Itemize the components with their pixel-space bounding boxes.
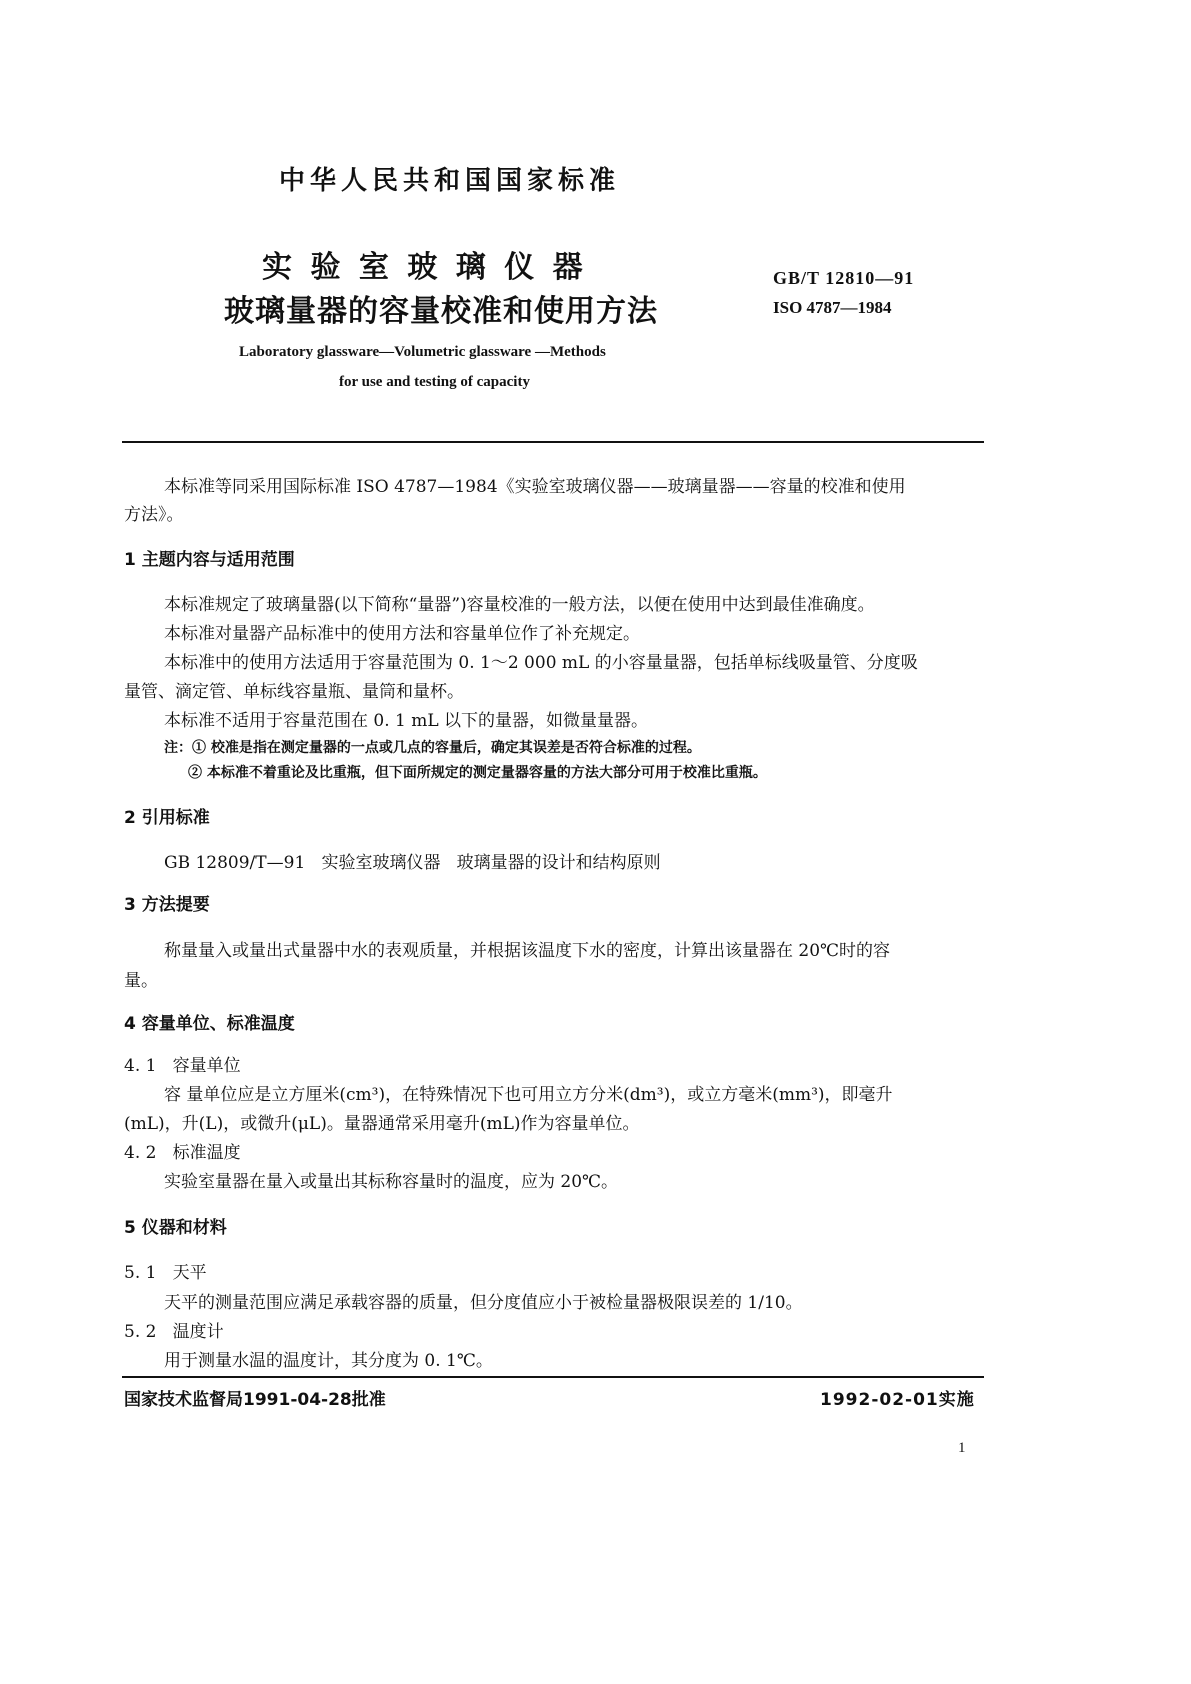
section4-heading: 4 容量单位、标准温度	[124, 1014, 295, 1034]
header-divider	[122, 441, 984, 443]
section4-1-line1: 容 量单位应是立方厘米(cm³)，在特殊情况下也可用立方分米(dm³)，或立方毫米(mm³)，即毫升	[164, 1085, 893, 1105]
section3-line2: 量。	[124, 971, 158, 991]
section3-line1: 称量量入或量出式量器中水的表观质量，并根据该温度下水的密度，计算出该量器在 20℃时的容	[164, 941, 891, 961]
english-title-line2: for use and testing of capacity	[339, 374, 530, 390]
footer-divider	[122, 1376, 984, 1378]
section4-2-title: 4. 2 标准温度	[124, 1143, 241, 1163]
section2-heading: 2 引用标准	[124, 808, 210, 828]
iso-code: ISO 4787—1984	[773, 298, 892, 317]
intro-line1: 本标准等同采用国际标准 ISO 4787—1984《实验室玻璃仪器——玻璃量器——容量的校准和使用	[164, 477, 906, 497]
section5-1-title: 5. 1 天平	[124, 1263, 207, 1283]
section1-p1: 本标准规定了玻璃量器(以下简称“量器”)容量校准的一般方法，以便在使用中达到最佳准确度。	[164, 595, 875, 615]
section1-p3-line2: 量管、滴定管、单标线容量瓶、量筒和量杯。	[124, 682, 464, 702]
section1-note1: 注：① 校准是指在测定量器的一点或几点的容量后，确定其误差是否符合标准的过程。	[164, 740, 701, 756]
section3-heading: 3 方法提要	[124, 895, 210, 915]
section5-2-text: 用于测量水温的温度计，其分度为 0. 1℃。	[164, 1351, 493, 1371]
section5-2-title: 5. 2 温度计	[124, 1322, 224, 1342]
implementation-date: 1992-02-01实施	[820, 1390, 975, 1410]
section1-p4: 本标准不适用于容量范围在 0. 1 mL 以下的量器，如微量量器。	[164, 711, 649, 731]
intro-line2: 方法》。	[124, 505, 184, 525]
section4-2-text: 实验室量器在量入或量出其标称容量时的温度，应为 20℃。	[164, 1172, 619, 1192]
approval-date: 国家技术监督局1991-04-28批准	[124, 1390, 386, 1410]
section5-1-text: 天平的测量范围应满足承载容器的质量，但分度值应小于被检量器极限误差的 1/10。	[164, 1293, 803, 1313]
std-code: GB/T 12810—91	[773, 268, 915, 288]
section4-1-title: 4. 1 容量单位	[124, 1056, 241, 1076]
section5-heading: 5 仪器和材料	[124, 1218, 227, 1238]
section2-reference: GB 12809/T—91 实验室玻璃仪器 玻璃量器的设计和结构原则	[164, 853, 661, 873]
title-line1: 实 验 室 玻 璃 仪 器	[262, 250, 587, 285]
national-standard-heading: 中华人民共和国国家标准	[279, 166, 621, 196]
english-title-line1: Laboratory glassware—Volumetric glassware —Methods	[239, 344, 606, 360]
section1-p2: 本标准对量器产品标准中的使用方法和容量单位作了补充规定。	[164, 624, 640, 644]
section4-1-line2: (mL)，升(L)，或微升(μL)。量器通常采用毫升(mL)作为容量单位。	[124, 1114, 640, 1134]
title-line2: 玻璃量器的容量校准和使用方法	[224, 294, 658, 329]
section1-p3-line1: 本标准中的使用方法适用于容量范围为 0. 1～2 000 mL 的小容量量器，包括单标线吸量管、分度吸	[164, 653, 918, 673]
section1-note2: ② 本标准不着重论及比重瓶，但下面所规定的测定量器容量的方法大部分可用于校准比重瓶。	[188, 765, 767, 781]
section1-heading: 1 主题内容与适用范围	[124, 550, 295, 570]
page-number: 1	[958, 1440, 966, 1456]
